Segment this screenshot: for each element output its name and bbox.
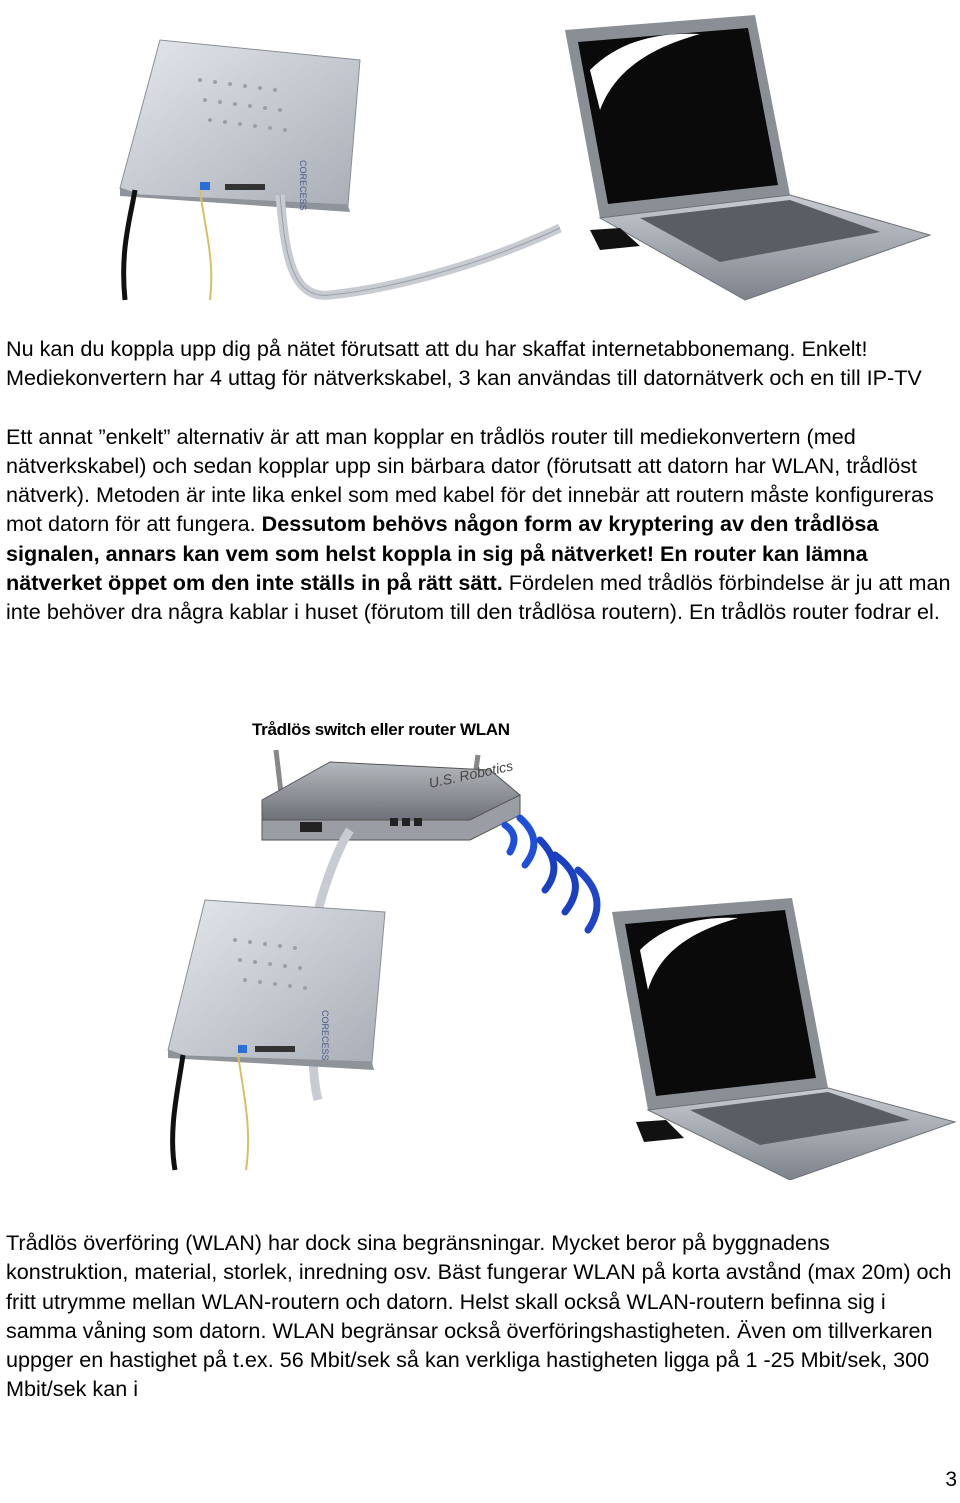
- paragraph-intro: Nu kan du koppla upp dig på nätet förutsatt att du har skaffat internetabbonemang. Enkelt! Mediekonvertern har 4 uttag för nätverkskabel, 3 kan användas till datornätverk och en till IP-TV: [6, 336, 922, 391]
- body-text-1: [6, 334, 958, 627]
- wireless-router-icon: [262, 750, 520, 840]
- modem-brand-label: CORECESS: [298, 160, 308, 211]
- modem-brand-label-2: CORECESS: [320, 1010, 330, 1061]
- figure-wireless-setup: [0, 740, 960, 1180]
- laptop-icon: [612, 898, 955, 1180]
- figure-modem-laptop-cable: [0, 0, 960, 320]
- paragraph-limitations: Trådlös överföring (WLAN) har dock sina begränsningar. Mycket beror på byggnadens konstruktion, material, storlek, inredning osv. Bäst fungerar WLAN på korta avstånd (max 20m) och fritt utrymme mellan WLAN-routern och datorn. Helst skall också WLAN-routern befinna sig i samma våning som datorn. WLAN begränsar också överföringshastigheten. Även om tillverkaren uppger en hastighet på t.ex. 56 Mbit/sek så kan verkliga hastigheten ligga på 1 -25 Mbit/sek, 300 Mbit/sek kan i: [6, 1230, 952, 1402]
- figure-caption: Trådlös switch eller router WLAN: [252, 720, 510, 739]
- body-text-2: [6, 1228, 958, 1404]
- page-number: 3: [945, 1468, 957, 1491]
- paragraph-wireless-part2: Fördelen med trådlös förbindelse är ju att man inte behöver dra några kablar i huset (förutom till den trådlösa routern). En trådlös router fodrar el.: [6, 570, 951, 625]
- paragraph-wireless-part1: Ett annat ”enkelt” alternativ är att man kopplar en trådlös router till mediekonvertern (med nätverkskabel) och sedan kopplar upp sin bärbara dator (förutsatt att datorn har WLAN, trådlöst nätverk). Metoden är inte lika enkel som med kabel för det innebär att routern måste konfigureras mot datorn för att fungera.: [6, 423, 934, 537]
- paragraph-wireless: [6, 422, 958, 627]
- wifi-signal-icon: [505, 818, 597, 930]
- media-converter-icon: [168, 900, 385, 1070]
- paragraph-wireless-bold: Dessutom behövs någon form av kryptering av den trådlösa signalen, annars kan vem som helst koppla in sig på nätverket! En router kan lämna nätverket öppet om den inte ställs in på rätt sätt.: [6, 511, 879, 596]
- router-brand-label: U.S. Robotics: [427, 757, 515, 791]
- media-converter-icon: [120, 40, 360, 212]
- laptop-icon: [565, 15, 930, 300]
